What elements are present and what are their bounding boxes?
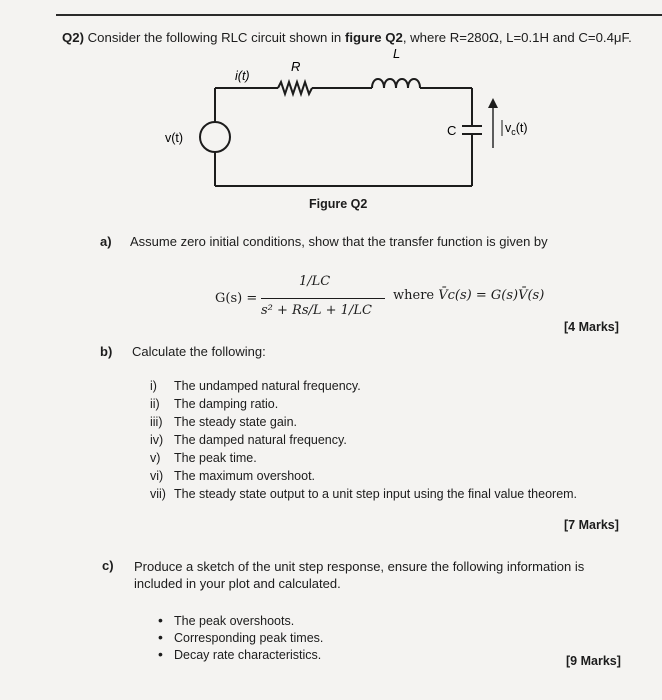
- list-item: iv) The damped natural frequency.: [150, 433, 347, 447]
- formula-numerator: 1/LC: [299, 274, 331, 289]
- part-b-label: b): [100, 344, 113, 359]
- part-c-label: c): [102, 558, 114, 573]
- label-resistor: R: [291, 59, 301, 74]
- list-item: • The peak overshoots.: [158, 612, 295, 628]
- question-number: Q2): [62, 30, 84, 45]
- bullet-icon: •: [158, 612, 163, 628]
- part-b-marks: [7 Marks]: [564, 518, 619, 532]
- part-c-bullets: [158, 612, 323, 663]
- bullet-icon: •: [158, 646, 163, 662]
- resistor-icon: [278, 82, 312, 94]
- list-item: i) The undamped natural frequency.: [150, 379, 361, 393]
- formula-lhs: G(s) =: [215, 291, 258, 306]
- fraction-bar: [261, 298, 385, 299]
- part-a-label: a): [100, 234, 112, 249]
- list-item: vi) The maximum overshoot.: [150, 469, 316, 483]
- figure-caption: Figure Q2: [309, 197, 368, 211]
- part-b-text: Calculate the following:: [132, 344, 266, 359]
- formula-denominator: s² + Rs/L + 1/LC: [261, 303, 372, 318]
- formula-relation: V̄c(s) = G(s)V̄(s): [438, 288, 545, 303]
- list-item: • Decay rate characteristics.: [158, 646, 322, 662]
- question-intro-fig: figure Q2: [344, 30, 403, 45]
- label-capacitor: C: [447, 123, 457, 138]
- label-capacitor-voltage: $v_c(t)$: [505, 121, 528, 137]
- formula-where: [393, 288, 544, 303]
- label-current: i(t): [235, 69, 250, 83]
- part-c-text: Produce a sketch of the unit step response, ensure the following information is included in your plot and calculated.: [134, 559, 585, 591]
- part-a-text: Assume zero initial conditions, show that the transfer function is given by: [130, 234, 548, 249]
- part-a-marks: [4 Marks]: [564, 320, 619, 334]
- formula-where-word: where: [393, 288, 435, 303]
- label-source-voltage: v(t): [165, 131, 184, 145]
- question-intro-suffix: , where R=280Ω, L=0.1H and C=0.4μF.: [402, 30, 632, 45]
- list-item: iii) The steady state gain.: [150, 415, 297, 429]
- rlc-circuit-diagram: [0, 0, 662, 200]
- voltage-source-icon: [200, 122, 230, 152]
- vc-arrow-head-icon: [488, 98, 498, 108]
- part-c-marks: [9 Marks]: [566, 654, 621, 668]
- list-item: • Corresponding peak times.: [158, 629, 324, 645]
- inductor-icon: [372, 79, 420, 88]
- label-inductor: L: [393, 46, 401, 61]
- list-item: ii) The damping ratio.: [150, 397, 279, 411]
- bullet-icon: •: [158, 629, 163, 645]
- question-intro-prefix: Consider the following RLC circuit shown in: [87, 30, 345, 45]
- list-item: vii) The steady state output to a unit step input using the final value theorem.: [150, 487, 578, 501]
- part-b-list: [150, 377, 577, 503]
- list-item: v) The peak time.: [150, 451, 257, 465]
